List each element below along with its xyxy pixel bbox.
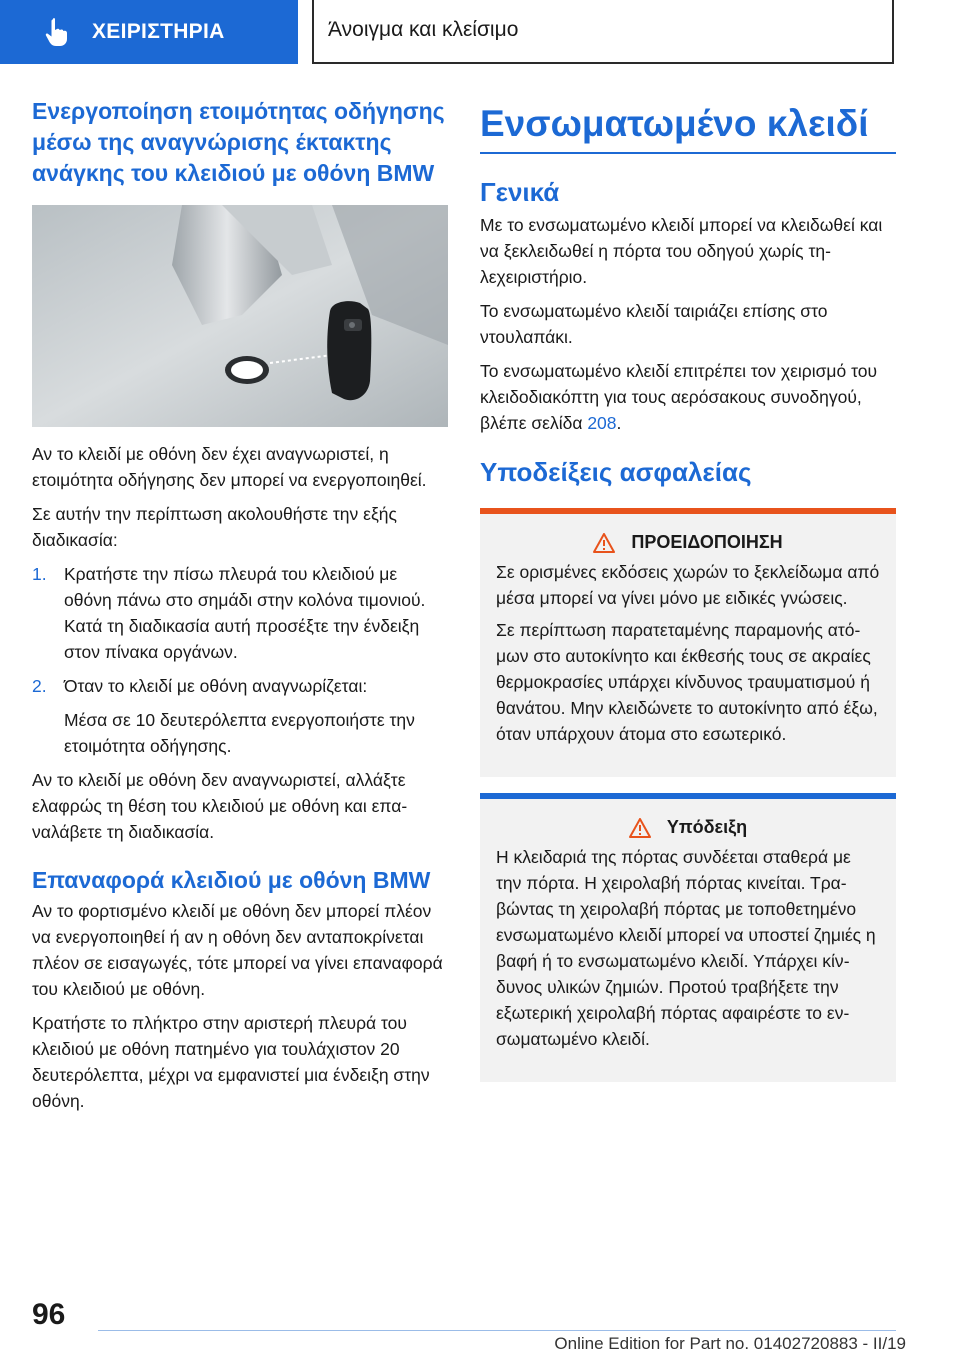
- list-item: [32, 673, 448, 699]
- hint-title-text: Υπόδειξη: [666, 817, 748, 837]
- warning-content: [480, 514, 896, 777]
- paragraph-procedure: Σε αυτήν την περίπτωση ακολουθήστε την εξής διαδικασία:: [32, 504, 397, 550]
- page-link-208[interactable]: 208: [587, 413, 617, 433]
- step-text: Όταν το κλειδί με οθόνη αναγνωρίζεται:: [64, 676, 368, 696]
- paragraph-general-1: Με το ενσωματωμένο κλειδί μπορεί να κλειδωθεί και να ξεκλειδωθεί η πόρτα του οδηγού χωρίς τηλεχειριστήριο.: [480, 215, 883, 287]
- header-tab[interactable]: [0, 0, 298, 64]
- paragraph-general-3-text: Το ενσωματωμένο κλειδί επιτρέπει τον χειρισμό του κλειδοδιακόπτη για τους αερόσακους συνοδηγού, βλέπε σελίδα: [480, 361, 878, 433]
- paragraph-reset-condition: Αν το φορτισμένο κλειδί με οθόνη δεν μπορεί πλέον να ενεργοποιηθεί ή αν η οθόνη δεν ανταποκρίνεται πλέον σε εισαγωγές, τότε μπορεί να γίνει επαναφορά του κλειδιού με οθόνη.: [32, 901, 443, 999]
- title-divider: [480, 152, 896, 154]
- paragraph-general-3: [480, 358, 896, 436]
- footer-edition: Online Edition for Part no. 01402720883 - II/19: [554, 1334, 906, 1353]
- paragraph-general-2: Το ενσωματωμένο κλειδί ταιριάζει επίσης στο ντουλαπάκι.: [480, 301, 828, 347]
- warning-title: [496, 532, 880, 553]
- step-sub-text: Μέσα σε 10 δευτερόλεπτα ενεργοποιήστε την ετοιμότητα οδήγησης.: [64, 710, 415, 756]
- paragraph-not-recognized: Αν το κλειδί με οθόνη δεν έχει αναγνωριστεί, η ετοιμότητα οδήγησης δεν μπορεί να ενεργοποιηθεί.: [32, 444, 427, 490]
- heading-reset-key: Επαναφορά κλειδιού με οθόνη BMW: [32, 867, 431, 893]
- warning-triangle-icon: [629, 818, 651, 838]
- hand-pointer-icon: [44, 17, 70, 47]
- paragraph-reset-instructions: Κρατήστε το πλήκτρο στην αριστερή πλευρά του κλειδιού με οθόνη πατημένο για τουλάχιστον 20 δευτερόλεπτα, μέχρι να εμφανιστεί μια ένδειξη στην οθόνη.: [32, 1013, 430, 1111]
- warning-box: [480, 508, 896, 777]
- warning-title-text: ΠΡΟΕΙΔΟΠΟΙΗΣΗ: [631, 532, 783, 552]
- warning-paragraph-1: Σε ορισμένες εκδόσεις χωρών το ξεκλείδωμα από μέσα μπορεί να γίνει μόνο με ειδικές γνώσεις.: [496, 562, 880, 608]
- list-item: [32, 561, 448, 665]
- step-number: 1.: [32, 564, 47, 584]
- heading-emergency-activation: Ενεργοποίηση ετοιμότητας οδήγησης μέσω της αναγνώρισης έκτακτης ανάγκης του κλειδιού με οθόνη BMW: [32, 98, 445, 186]
- page-number: 96: [32, 1298, 66, 1331]
- page-title: Ενσωματωμένο κλειδί: [480, 103, 869, 144]
- step-text: Κρατήστε την πίσω πλευρά του κλειδιού με οθόνη πάνω στο σημάδι στην κολόνα τιμονιού. Κατά τη διαδικασία αυτή προσέξτε την ένδειξη στον πίνακα οργάνων.: [64, 564, 426, 662]
- step-number: 2.: [32, 676, 47, 696]
- hint-title: [496, 817, 880, 838]
- hint-box: [480, 793, 896, 1082]
- paragraph-retry: Αν το κλειδί με οθόνη δεν αναγνωριστεί, αλλάξτε ελαφρώς τη θέση του κλειδιού με οθόνη και επαναλάβετε τη διαδικασία.: [32, 770, 408, 842]
- section-title: Άνοιγμα και κλείσιμο: [312, 0, 894, 64]
- key-on-steering-column-image: [32, 205, 448, 427]
- footer-divider: [98, 1330, 896, 1331]
- warning-triangle-icon: [593, 533, 615, 553]
- header-tab-label: ΧΕΙΡΙΣΤΗΡΙΑ: [92, 20, 225, 43]
- hint-content: [480, 799, 896, 1082]
- heading-general: Γενικά: [480, 177, 560, 207]
- left-column: [32, 96, 448, 1114]
- warning-paragraph-2: Σε περίπτωση παρατεταμένης παραμονής ατόμων στο αυτοκίνητο και έκθεσής τους σε ακραίες θερμοκρασίες υπάρχει κίνδυνος τραυματισμού ή θανάτου. Μην κλειδώνετε το αυτοκίνητο από έξω, όταν υπάρχουν άτομα στο εσωτερικό.: [496, 620, 878, 744]
- paragraph-general-3-end: .: [616, 413, 622, 433]
- hint-paragraph-1: Η κλειδαριά της πόρτας συνδέεται σταθερά με την πόρτα. Η χειρολαβή πόρτας κινείται. Τραβώντας τη χειρολαβή πόρτας με τοποθετημένο ενσωματωμένο κλειδί μπορεί να υποστεί ζημιές η βαφή ή το ενσωματωμένο κλειδί. Υπάρχει κίνδυνος υλικών ζημιών. Προτού τραβήξετε την εξωτερική χειρολαβή πόρτας αφαιρέστε το ενσωματωμένο κλειδί.: [496, 847, 876, 1049]
- heading-safety-notes: Υποδείξεις ασφαλείας: [480, 457, 752, 487]
- steps-list: [32, 561, 448, 759]
- right-column: [480, 102, 896, 1082]
